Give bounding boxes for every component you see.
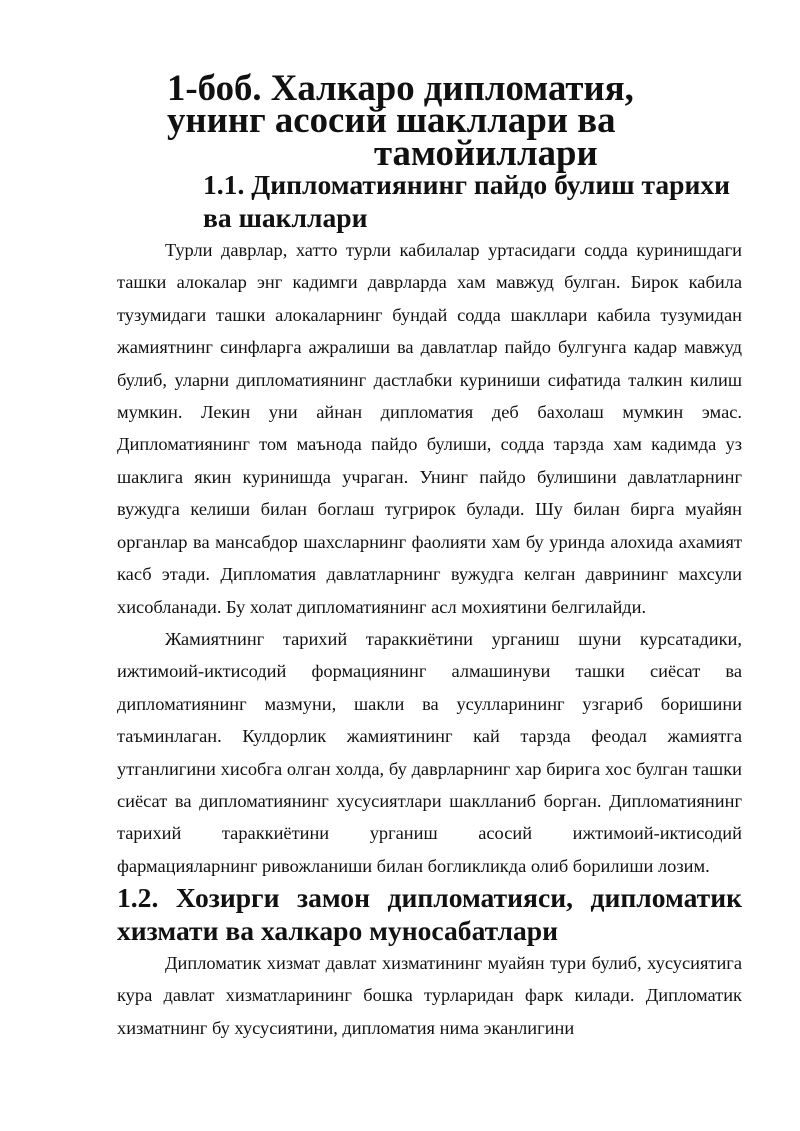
chapter-title-line-2: тамойиллари bbox=[374, 131, 598, 173]
chapter-title bbox=[117, 67, 742, 173]
document-page bbox=[117, 67, 742, 1044]
chapter-title-line-1: 1-боб. Халкаро дипломатия, унинг асосий шакллари ва bbox=[167, 67, 634, 141]
section-1-title: 1.1. Дипломатиянинг пайдо булиш тарихи ва шакллари bbox=[203, 169, 731, 233]
paragraph-1: Турли даврлар, хатто турли кабилалар уртасидаги содда куринишдаги ташки алокалар энг кадимги даврларда хам мавжуд булган. Бирок кабила тузумидаги ташки алокаларнинг бундай содда шакллари кабила тузумидан жамиятнинг синфларга ажралиши ва давлатлар пайдо булгунга кадар мавжуд булиб, уларни дипломатиянинг дастлабки куриниши сифатида талкин килиш мумкин. Лекин уни айнан дипломатия деб бахолаш мумкин эмас. Дипломатиянинг том маънода пайдо булиши, содда тарзда хам кадимда уз шаклига якин куринишда учраган. Унинг пайдо булишини давлатларнинг вужудга келиши билан боглаш тугрирок булади. Шу билан бирга муайян органлар ва мансабдор шахсларнинг фаолияти хам бу уринда алохида ахамият касб этади. Дипломатия давлатларнинг вужудга келган даврининг махсули хисобланади. Бу холат дипломатиянинг асл мохиятини белгилайди. bbox=[117, 240, 742, 617]
section-2-title: 1.2. Хозирги замон дипломатияси, дипломатик хизмати ва халкаро муносабатлари bbox=[117, 882, 742, 946]
paragraph-2: Жамиятнинг тарихий тараккиётини урганиш шуни курсатадики, ижтимоий-иктисодий формациянинг алмашинуви ташки сиёсат ва дипломатиянинг мазмуни, шакли ва усулларининг узгариб боришини таъминлаган. Кулдорлик жамиятининг кай тарзда феодал жамиятга утганлигини хисобга олган холда, бу даврларнинг хар бирига хос булган ташки сиёсат ва дипломатиянинг хусусиятлари шаклланиб борган. Дипломатиянинг тарихий тараккиётини урганиш асосий ижтимоий-иктисодий фармацияларнинг ривожланиши билан богликликда олиб борилиши лозим. bbox=[117, 628, 742, 876]
paragraph-3: Дипломатик хизмат давлат хизматининг муайян тури булиб, хусусиятига кура давлат хизматларининг бошка турларидан фарк килади. Дипломатик хизматнинг бу хусусиятини, дипломатия нима эканлигини bbox=[117, 952, 742, 1038]
